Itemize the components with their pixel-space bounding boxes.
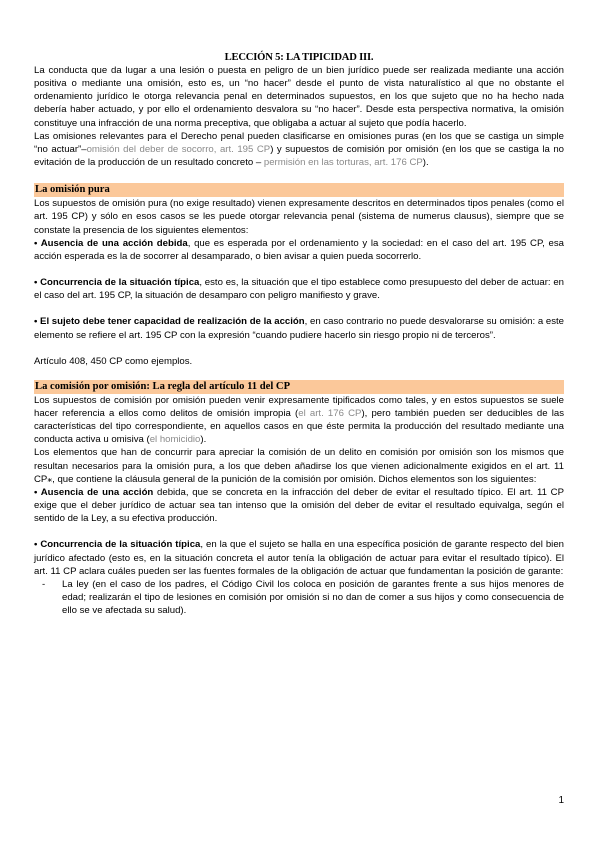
section2-item-1-text: debida, que se concreta en la infracción del deber de evitar el resultado típico. El art. 11 CP exige que el deber jurídico de actuar sea tan intenso que la omisión del deber de evitar el resultado equivalga, según el sentido de la Ley, a su efectiva producción.: [34, 486, 565, 525]
section2-paragraph-2: Los elementos que han de concurrir para apreciar la comisión de un delito en comisión por omisión son los mismos que resultan necesarios para la omisión pura, a los que deben añadirse los que vienen adicionalmente exigidos en el art. 11 CP⁎, que contiene la cláusula general de la punición de la comisión por omisión. Dichos elementos son los siguientes:: [34, 447, 564, 485]
section2-item-2: [34, 538, 564, 577]
page-number: 1: [558, 795, 564, 806]
section1-item-2-text: , esto es, la situación que el tipo establece como presupuesto del deber de actuar: en el caso del art. 195 CP, la situación de desamparo con peligro manifiesto y grave.: [34, 277, 564, 302]
list-item: [42, 578, 564, 617]
guarantor-sources-list: [34, 578, 564, 617]
section2-p1-example-2: el homicidio: [149, 434, 201, 446]
section1-item-3-text: , en caso contrario no puede desvalorarse su omisión: a este elemento se refiere el art. 195 CP con la expresión “cuando pudiere hacerlo sin riesgo propio ni de terceros”.: [34, 316, 565, 341]
document-title: LECCIÓN 5: LA TIPICIDAD III.: [224, 52, 374, 63]
section1-item-1-text: , que es esperada por el ordenamiento y la sociedad: en el caso del art. 195 CP, esa acción esperada es la de socorrer al desamparado, o bien avisar a quien pueda socorrerlo.: [34, 237, 564, 262]
section2-paragraph-1: [34, 394, 564, 447]
section2-p1-text-b: ), pero también pueden ser deducibles de las características del tipo correspondiente, en aquellos casos en que éste permita la producción del resultado mediante una conducta activa u omisiva (: [34, 407, 565, 446]
dash-bullet: -: [42, 578, 46, 590]
intro-paragraph-2: [34, 130, 564, 169]
intro-p2-example-2: permisión en las torturas, art. 176 CP: [263, 157, 423, 169]
section2-p1-text-c: ).: [200, 434, 207, 446]
section2-item-1: [34, 486, 564, 525]
section2-item-1-bold: • Ausencia de una acción: [34, 486, 154, 498]
section-heading-omision-pura: La omisión pura: [34, 183, 564, 197]
section1-item-3-bold: • El sujeto debe tener capacidad de realización de la acción: [34, 316, 305, 328]
list-item-text: La ley (en el caso de los padres, el Código Civil los coloca en posición de garantes frente a sus hijos menores de edad; realizarán el tipo de lesiones en comisión por omisión si no dan de comer a sus hijos y como consecuencia de ello se ve afectada su salud).: [62, 578, 564, 617]
section1-item-3: [34, 315, 564, 341]
section2-item-2-text: , en la que el sujeto se halla en una específica posición de garante respecto del bien jurídico afectado (esto es, en la situación concreta el autor tenía la obligación de actuar para evitar el resultado típico). El art. 11 CP aclara cuáles pueden ser las fuentes formales de la obligación de actuar que fundamentan la posición de garante:: [34, 539, 564, 577]
section1-paragraph-1: Los supuestos de omisión pura (no exige resultado) vienen expresamente descritos en determinados tipos penales (como el art. 195 CP) y sólo en esos casos se les puede otorgar relevancia penal (sistema de numerus clausus), siempre que se constate la presencia de los siguientes elementos:: [34, 198, 564, 236]
intro-p2-text-a: Las omisiones relevantes para el Derecho penal pueden clasificarse en omisiones puras (en los que se castiga un simple “no actuar”–: [34, 130, 564, 155]
section2-item-2-bold: • Concurrencia de la situación típica: [34, 539, 201, 551]
section1-item-1: [34, 237, 564, 263]
section-heading-comision-por-omision: La comisión por omisión: La regla del artículo 11 del CP: [34, 380, 564, 394]
intro-paragraph-1: La conducta que da lugar a una lesión o puesta en peligro de un bien jurídico puede ser realizada mediante una acción positiva o mediante una omisión, esto es, un “no hacer” desde el punto de vista naturalístico al que no obstante el ordenamiento jurídico le otorga relevancia penal en determinados supuestos, en los que sujeto que no ha hecho nada debería haber actuado, y por ello el ordenamiento desvalora su “no hacer”. Desde esta perspectiva normativa, la omisión constituye una infracción de una norma preceptiva, que obligaba a actuar al sujeto que podía hacerlo.: [34, 65, 564, 129]
section1-item-2: [34, 276, 564, 302]
section1-item-2-bold: • Concurrencia de la situación típica: [34, 277, 200, 289]
section2-p1-text-a: Los supuestos de comisión por omisión pueden venir expresamente tipificados como tales, y en estos supuestos se suele hacer referencia a ellos como delitos de omisión impropia (: [34, 394, 564, 419]
section1-examples: Artículo 408, 450 CP como ejemplos.: [34, 355, 193, 367]
intro-p2-text-b: ) y supuestos de comisión por omisión (en los que se castiga la no evitación de la producción de un resultado concreto –: [34, 143, 564, 169]
intro-p2-example-1: omisión del deber de socorro, art. 195 CP: [86, 143, 271, 155]
document-page: [34, 52, 564, 617]
section2-p1-example-1: el art. 176 CP: [298, 407, 362, 419]
intro-p2-text-c: ).: [422, 157, 429, 169]
section1-item-1-bold: • Ausencia de una acción debida: [34, 237, 188, 249]
